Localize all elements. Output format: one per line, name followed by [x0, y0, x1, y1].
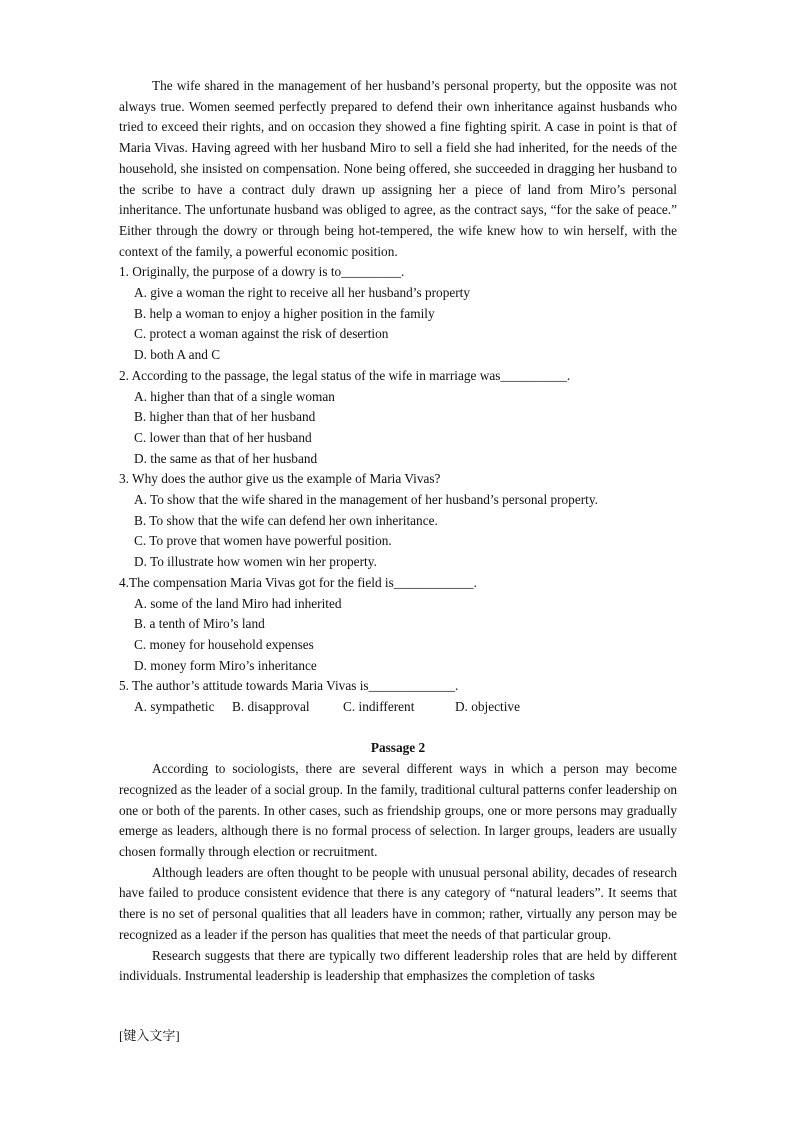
option-a: A. To show that the wife shared in the management of her husband’s personal property.: [134, 492, 598, 508]
question-5: [119, 676, 677, 717]
option-a: A. give a woman the right to receive all her husband’s property: [134, 285, 471, 301]
question-1: [119, 262, 677, 366]
passage2-paragraph-3: Research suggests that there are typically two different leadership roles that are held by different individuals. Instrumental leadership is leadership that emphasizes the completion of tasks: [119, 947, 677, 984]
option-b: B. To show that the wife can defend her own inheritance.: [134, 512, 438, 528]
option-c: C. lower than that of her husband: [134, 429, 312, 445]
option-b: B. a tenth of Miro’s land: [134, 616, 265, 632]
question-stem: 3. Why does the author give us the example of Maria Vivas?: [119, 471, 441, 487]
option-c: C. indifferent: [343, 699, 415, 715]
option-d: D. both A and C: [134, 347, 221, 363]
question-3: [119, 469, 677, 573]
option-d: D. the same as that of her husband: [134, 450, 318, 466]
question-stem: 1. Originally, the purpose of a dowry is to_________.: [119, 264, 405, 280]
question-stem: 2. According to the passage, the legal status of the wife in marriage was__________.: [119, 367, 571, 383]
question-2: [119, 366, 677, 470]
option-d: D. To illustrate how women win her property.: [134, 554, 377, 570]
option-c: C. money for household expenses: [134, 636, 314, 652]
passage2-heading: Passage 2: [370, 740, 426, 756]
question-stem: 4.The compensation Maria Vivas got for the field is____________.: [119, 574, 477, 590]
passage1-paragraph: The wife shared in the management of her husband’s personal property, but the opposite was not always true. Women seemed perfectly prepared to defend their own inheritance against husbands who tried to exceed their rights, and on occasion they showed a fine fighting spirit. A case in point is that of Maria Vivas. Having agreed with her husband Miro to sell a field she had inherited, for the needs of the household, she insisted on compensation. None being offered, she succeeded in dragging her husband to the scribe to have a contract duly drawn up assigning her a piece of land from Miro’s personal inheritance. The unfortunate husband was obliged to agree, as the contract says, “for the sake of peace.” Either through the dowry or through being hot-tempered, the wife knew how to win herself, with the context of the family, a powerful economic position.: [119, 78, 677, 259]
passage2-paragraph-2: Although leaders are often thought to be people with unusual personal ability, decades of research have failed to produce consistent evidence that there is any category of “natural leaders”. It seems that there is no set of personal qualities that all leaders have in common; rather, virtually any person may be recognized as a leader if the person has qualities that meet the needs of that particular group.: [119, 864, 677, 942]
option-a: A. some of the land Miro had inherited: [134, 595, 342, 611]
option-d: D. money form Miro’s inheritance: [134, 657, 317, 673]
options-row: [119, 697, 677, 718]
option-a: A. sympathetic: [134, 699, 215, 715]
page-footer: [键入文字]: [119, 1028, 180, 1043]
option-c: C. protect a woman against the risk of desertion: [134, 326, 389, 342]
document-page: [119, 76, 677, 987]
option-b: B. disapproval: [232, 699, 310, 715]
option-a: A. higher than that of a single woman: [134, 388, 335, 404]
question-4: [119, 573, 677, 677]
option-c: C. To prove that women have powerful position.: [134, 533, 392, 549]
spacer: [119, 718, 677, 739]
option-b: B. higher than that of her husband: [134, 409, 316, 425]
passage2-paragraph-1: According to sociologists, there are several different ways in which a person may become recognized as the leader of a social group. In the family, traditional cultural patterns confer leadership on one or both of the parents. In other cases, such as friendship groups, one or more persons may gradually emerge as leaders, although there is no formal process of selection. In larger groups, leaders are usually chosen formally through election or recruitment.: [119, 761, 677, 859]
option-b: B. help a woman to enjoy a higher position in the family: [134, 305, 435, 321]
question-stem: 5. The author’s attitude towards Maria Vivas is_____________.: [119, 678, 459, 694]
option-d: D. objective: [455, 699, 520, 715]
